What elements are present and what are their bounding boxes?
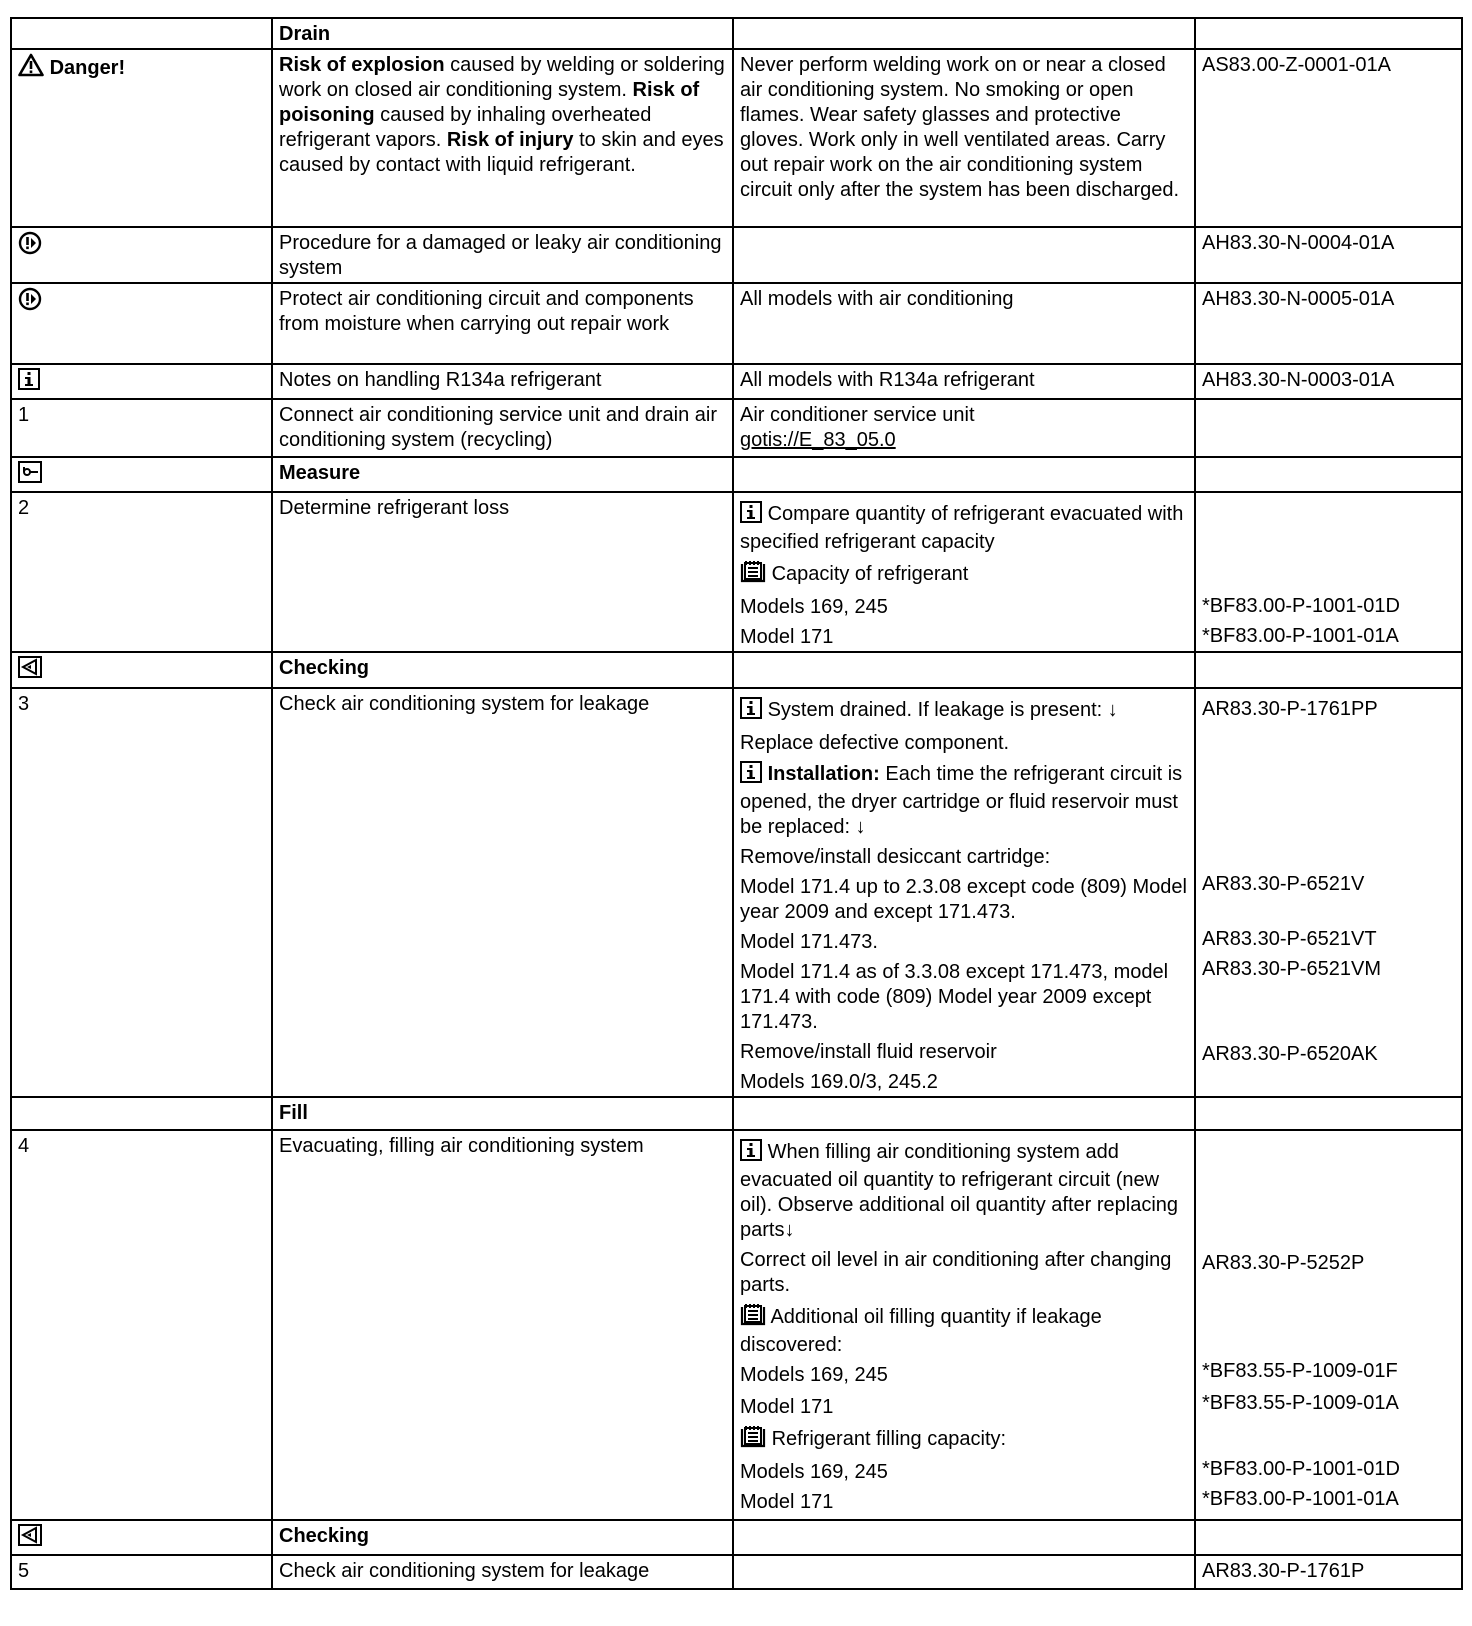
measure-gauge-icon	[18, 461, 42, 490]
info-icon	[740, 761, 762, 790]
step-text: Evacuating, filling air conditioning system	[272, 1130, 733, 1520]
section-heading-measure: Measure	[272, 457, 733, 492]
step-number: 4	[11, 1130, 272, 1520]
doc-reference: AH83.30-N-0005-01A	[1195, 283, 1462, 364]
step-number: 1	[11, 399, 272, 457]
table-row: 4 Evacuating, filling air conditioning system When filling air conditioning system add evacuated oil quantity to refrigerant circuit (new oil). Observe additional oil quantity after replacing parts↓ Correct oil level in air conditioning after changing parts. Additional oil filling quantity if leakage discovered: Models 169, 245 Model 171 Refrigerant filling capacity: Models 169, 245 Model 171 AR83.30-P-5252P *BF83.55-P-1009-01F *BF83.55-P-1009-01A *BF83.00-P-1001-01D *BF83.00-P-1001-01A	[11, 1130, 1462, 1520]
doc-reference: AR83.30-P-6521VT	[1202, 928, 1377, 950]
doc-reference: AR83.30-P-1761PP	[1202, 698, 1378, 720]
doc-reference: *BF83.55-P-1009-01F	[1202, 1360, 1398, 1382]
table-row	[11, 364, 1462, 399]
table-row: 3 Check air conditioning system for leakage System drained. If leakage is present: ↓ Replace defective component. Installation: Each time the refrigerant circuit is opened, the dryer cartridge or fluid reservoir must be replaced: ↓ Remove/install desiccant cartridge: Model 171.4 up to 2.3.08 except code (809) Model year 2009 and except 171.473. Model 171.473. Model 171.4 as of 3.3.08 except 171.473, model 171.4 with code (809) Model year 2009 except 171.473. Remove/install fluid reservoir Models 169.0/3, 245.2 AR83.30-P-1761PP AR83.30-P-6521V AR83.30-P-6521VT AR83.30-P-6521VM AR83.30-P-6520AK	[11, 688, 1462, 1097]
procedure-note: All models with R134a refrigerant	[733, 364, 1195, 399]
spec-book-icon	[740, 1303, 766, 1333]
procedure-text: Protect air conditioning circuit and components from moisture when carrying out repair work	[272, 283, 733, 364]
step-number: 5	[11, 1555, 272, 1589]
procedure-text: Procedure for a damaged or leaky air conditioning system	[272, 227, 733, 283]
table-row	[11, 49, 1462, 227]
check-arrow-icon	[18, 1524, 42, 1553]
info-icon	[18, 368, 40, 397]
note-circle-icon	[18, 287, 42, 318]
table-row: 2 Determine refrigerant loss Compare quantity of refrigerant evacuated with specified refrigerant capacity Capacity of refrigerant Models 169, 245 Model 171 *BF83.00-P-1001-01D *BF83.00-P-1001-01A	[11, 492, 1462, 652]
service-unit-note: Air conditioner service unit	[740, 404, 975, 426]
warning-triangle-icon	[18, 53, 44, 84]
danger-label: Danger!	[49, 57, 126, 79]
table-row	[11, 457, 1462, 492]
info-icon	[740, 501, 762, 530]
doc-reference: AS83.00-Z-0001-01A	[1195, 49, 1462, 227]
table-row	[11, 399, 1462, 457]
note-circle-icon	[18, 231, 42, 262]
procedure-table	[10, 17, 1463, 1590]
section-heading-drain: Drain	[272, 18, 733, 49]
doc-reference: *BF83.00-P-1001-01D	[1202, 1458, 1400, 1480]
step-text: Determine refrigerant loss	[272, 492, 733, 652]
danger-description: Risk of explosion caused by welding or soldering work on closed air conditioning system. Risk of poisoning caused by inhaling overheated refrigerant vapors. Risk of injury to skin and eyes caused by contact with liquid refrigerant.	[272, 49, 733, 227]
section-heading-fill: Fill	[272, 1097, 733, 1130]
doc-reference: AR83.30-P-5252P	[1202, 1252, 1365, 1274]
doc-reference: *BF83.55-P-1009-01A	[1202, 1392, 1399, 1414]
doc-reference: AR83.30-P-6520AK	[1202, 1043, 1378, 1065]
step-number: 2	[11, 492, 272, 652]
table-row	[11, 227, 1462, 283]
table-row	[11, 283, 1462, 364]
spec-book-icon	[740, 1425, 766, 1455]
doc-reference: AH83.30-N-0004-01A	[1195, 227, 1462, 283]
table-row	[11, 1097, 1462, 1130]
table-row	[11, 18, 1462, 49]
info-icon	[740, 1139, 762, 1168]
section-heading-checking: Checking	[272, 1520, 733, 1555]
table-row	[11, 1555, 1462, 1589]
procedure-text: Notes on handling R134a refrigerant	[272, 364, 733, 399]
doc-reference: *BF83.00-P-1001-01D	[1202, 595, 1400, 617]
doc-reference: AR83.30-P-6521V	[1202, 873, 1365, 895]
doc-reference: *BF83.00-P-1001-01A	[1202, 625, 1399, 647]
doc-reference: *BF83.00-P-1001-01A	[1202, 1488, 1399, 1510]
step-text: Check air conditioning system for leakage	[272, 1555, 733, 1589]
gotis-link[interactable]: gotis://E_83_05.0	[740, 429, 896, 451]
step-text: Check air conditioning system for leakage	[272, 688, 733, 1097]
check-arrow-icon	[18, 656, 42, 685]
step-number: 3	[11, 688, 272, 1097]
table-row	[11, 1520, 1462, 1555]
section-heading-checking: Checking	[272, 652, 733, 688]
danger-note: Never perform welding work on or near a closed air conditioning system. No smoking or open flames. Wear safety glasses and protective gloves. Work only in well ventilated areas. Carry out repair work on the air conditioning system circuit only after the system has been discharged.	[733, 49, 1195, 227]
spec-book-icon	[740, 560, 766, 590]
step-text: Connect air conditioning service unit and drain air conditioning system (recycling)	[272, 399, 733, 457]
info-icon	[740, 697, 762, 726]
table-row	[11, 652, 1462, 688]
procedure-note: All models with air conditioning	[733, 283, 1195, 364]
doc-reference: AR83.30-P-1761P	[1195, 1555, 1462, 1589]
doc-reference: AH83.30-N-0003-01A	[1195, 364, 1462, 399]
doc-reference: AR83.30-P-6521VM	[1202, 958, 1381, 980]
